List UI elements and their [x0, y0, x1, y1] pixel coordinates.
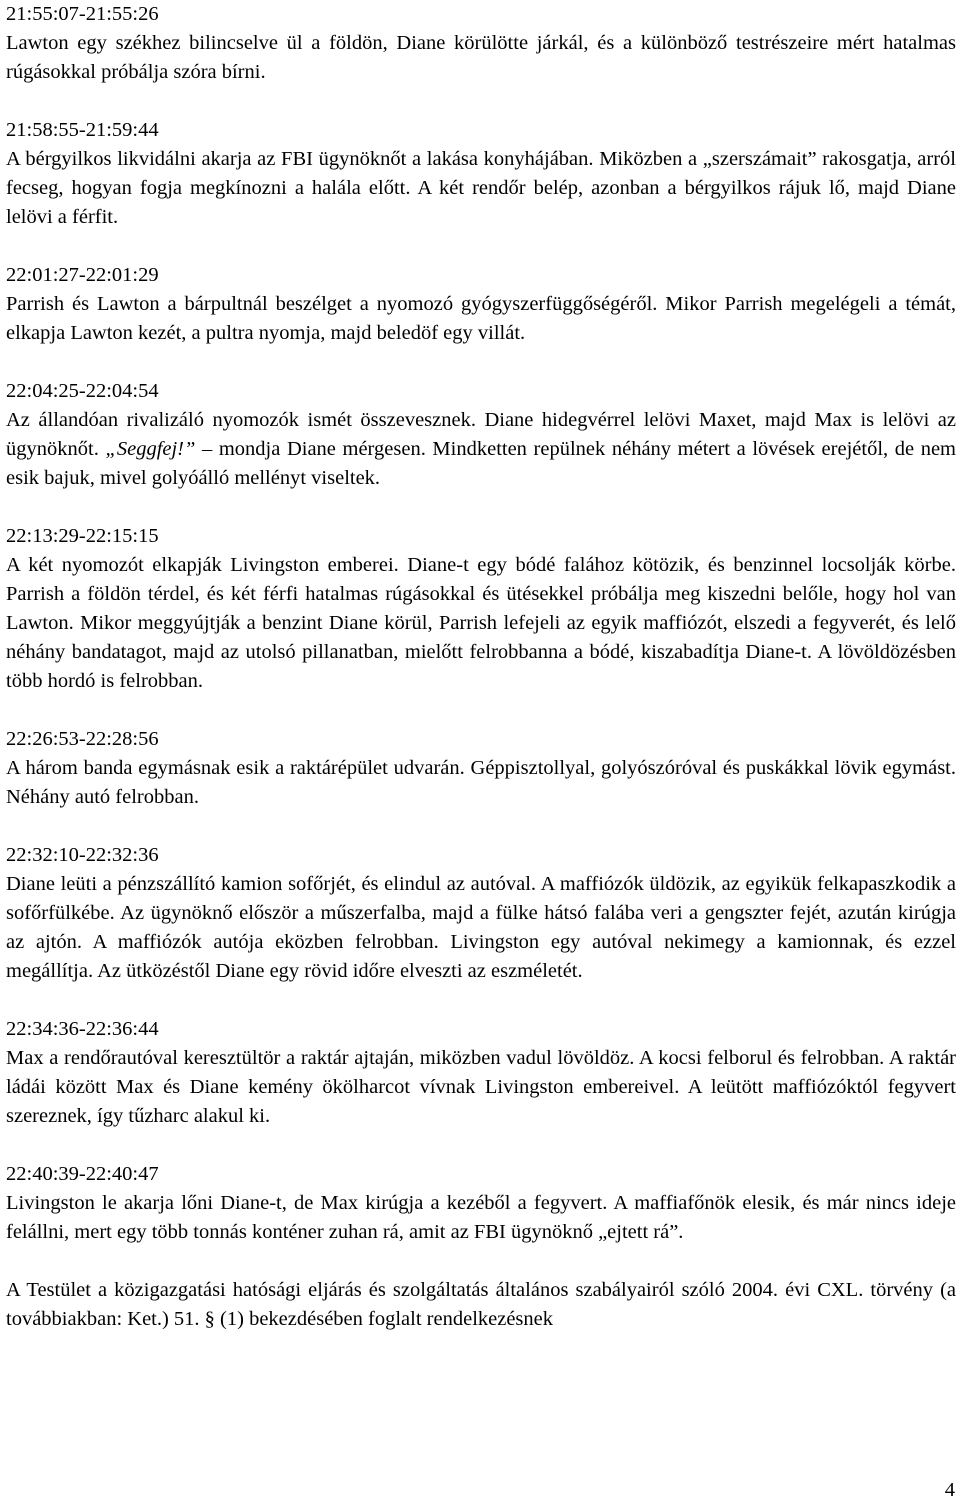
scene-description: Diane leüti a pénzszállító kamion sofőrjét, és elindul az autóval. A maffiózók üldözik, az egyikük felkapaszkodik a sofőrfülkébe. Az ügynöknő először a műszerfalba, majd a fülke hátsó falába veri a gengszter fejét, azután kirúgja az ajtón. A maffiózók autója eközben felrobban. Livingston egy autóval nekimegy a kamionnak, és ezzel megállítja. Az ütközéstől Diane egy rövid időre elveszti az eszméletét.: [6, 873, 956, 982]
scene-entry: [6, 841, 956, 986]
scene-description: Parrish és Lawton a bárpultnál beszélget a nyomozó gyógyszerfüggőségéről. Mikor Parrish megelégeli a témát, elkapja Lawton kezét, a pultra nyomja, majd beledöf egy villát.: [6, 293, 956, 344]
scene-description: A bérgyilkos likvidálni akarja az FBI ügynöknőt a lakása konyhájában. Miközben a „szerszámait” rakosgatja, arról fecseg, hogyan fogja megkínozni a halála előtt. A két rendőr belép, azonban a bérgyilkos rájuk lő, majd Diane lelövi a férfit.: [6, 148, 956, 228]
scene-timestamp: 22:01:27-22:01:29: [6, 264, 159, 286]
scene-timestamp: 22:26:53-22:28:56: [6, 728, 159, 750]
scene-entry: [6, 377, 956, 493]
scene-entry: [6, 1160, 956, 1247]
scene-description: A két nyomozót elkapják Livingston emberei. Diane-t egy bódé falához kötözik, és benzinnel locsolják körbe. Parrish a földön térdel, és két férfi hatalmas rúgásokkal és ütésekkel próbálja meg kiszedni belőle, hogy hol van Lawton. Mikor meggyújtják a benzint Diane körül, Parrish lefejeli az egyik maffiózót, elszedi a fegyverét, és lelő néhány bandatagot, majd az utolsó pillanatban, mielőtt felrobbanna a bódé, kiszabadítja Diane-t. A lövöldözésben több hordó is felrobban.: [6, 554, 956, 692]
scene-text-part: – mondja Diane mérgesen. Mindketten repülnek néhány métert a lövések erejétől, de nem esik bajuk, mivel golyóálló mellényt viseltek.: [6, 438, 956, 489]
page-number: 4: [944, 1479, 955, 1501]
scene-timestamp: 22:34:36-22:36:44: [6, 1018, 159, 1040]
scene-timestamp: 21:58:55-21:59:44: [6, 119, 159, 141]
closing-paragraph-block: [6, 1276, 956, 1334]
scene-timestamp: 21:55:07-21:55:26: [6, 3, 159, 25]
scene-timestamp: 22:04:25-22:04:54: [6, 380, 159, 402]
scene-description: Max a rendőrautóval keresztültör a raktár ajtaján, miközben vadul lövöldöz. A kocsi felborul és felrobban. A raktár ládái között Max és Diane kemény ökölharcot vívnak Livingston embereivel. A leütött maffiózóktól fegyvert szereznek, így tűzharc alakul ki.: [6, 1047, 956, 1127]
scene-timestamp: 22:40:39-22:40:47: [6, 1163, 159, 1185]
scene-entry: [6, 116, 956, 232]
scene-entry: [6, 725, 956, 812]
scene-timestamp: 22:32:10-22:32:36: [6, 844, 159, 866]
scene-timestamp: 22:13:29-22:15:15: [6, 525, 159, 547]
document-page: [6, 0, 956, 1363]
scene-entry: [6, 1015, 956, 1131]
scene-text-part: Az állandóan rivalizáló nyomozók ismét összevesznek. Diane hidegvérrel lelövi Maxet, majd Max is lelövi az ügynöknőt.: [6, 409, 956, 460]
scene-entry: [6, 522, 956, 696]
scene-description: Lawton egy székhez bilincselve ül a földön, Diane körülötte járkál, és a különböző testrészeire mért hatalmas rúgásokkal próbálja szóra bírni.: [6, 32, 956, 83]
scene-description: A három banda egymásnak esik a raktárépület udvarán. Géppisztollyal, golyószóróval és puskákkal lövik egymást. Néhány autó felrobban.: [6, 757, 956, 808]
closing-paragraph: A Testület a közigazgatási hatósági eljárás és szolgáltatás általános szabályairól szóló 2004. évi CXL. törvény (a továbbiakban: Ket.) 51. § (1) bekezdésében foglalt rendelkezésnek: [6, 1279, 956, 1330]
scene-description: [6, 406, 956, 493]
scene-entry: [6, 0, 956, 87]
quoted-exclamation: „Seggfej!”: [105, 438, 196, 460]
scene-description: Livingston le akarja lőni Diane-t, de Max kirúgja a kezéből a fegyvert. A maffiafőnök elesik, és már nincs ideje felállni, mert egy több tonnás konténer zuhan rá, amit az FBI ügynöknő „ejtett rá”.: [6, 1192, 956, 1243]
scene-entry: [6, 261, 956, 348]
